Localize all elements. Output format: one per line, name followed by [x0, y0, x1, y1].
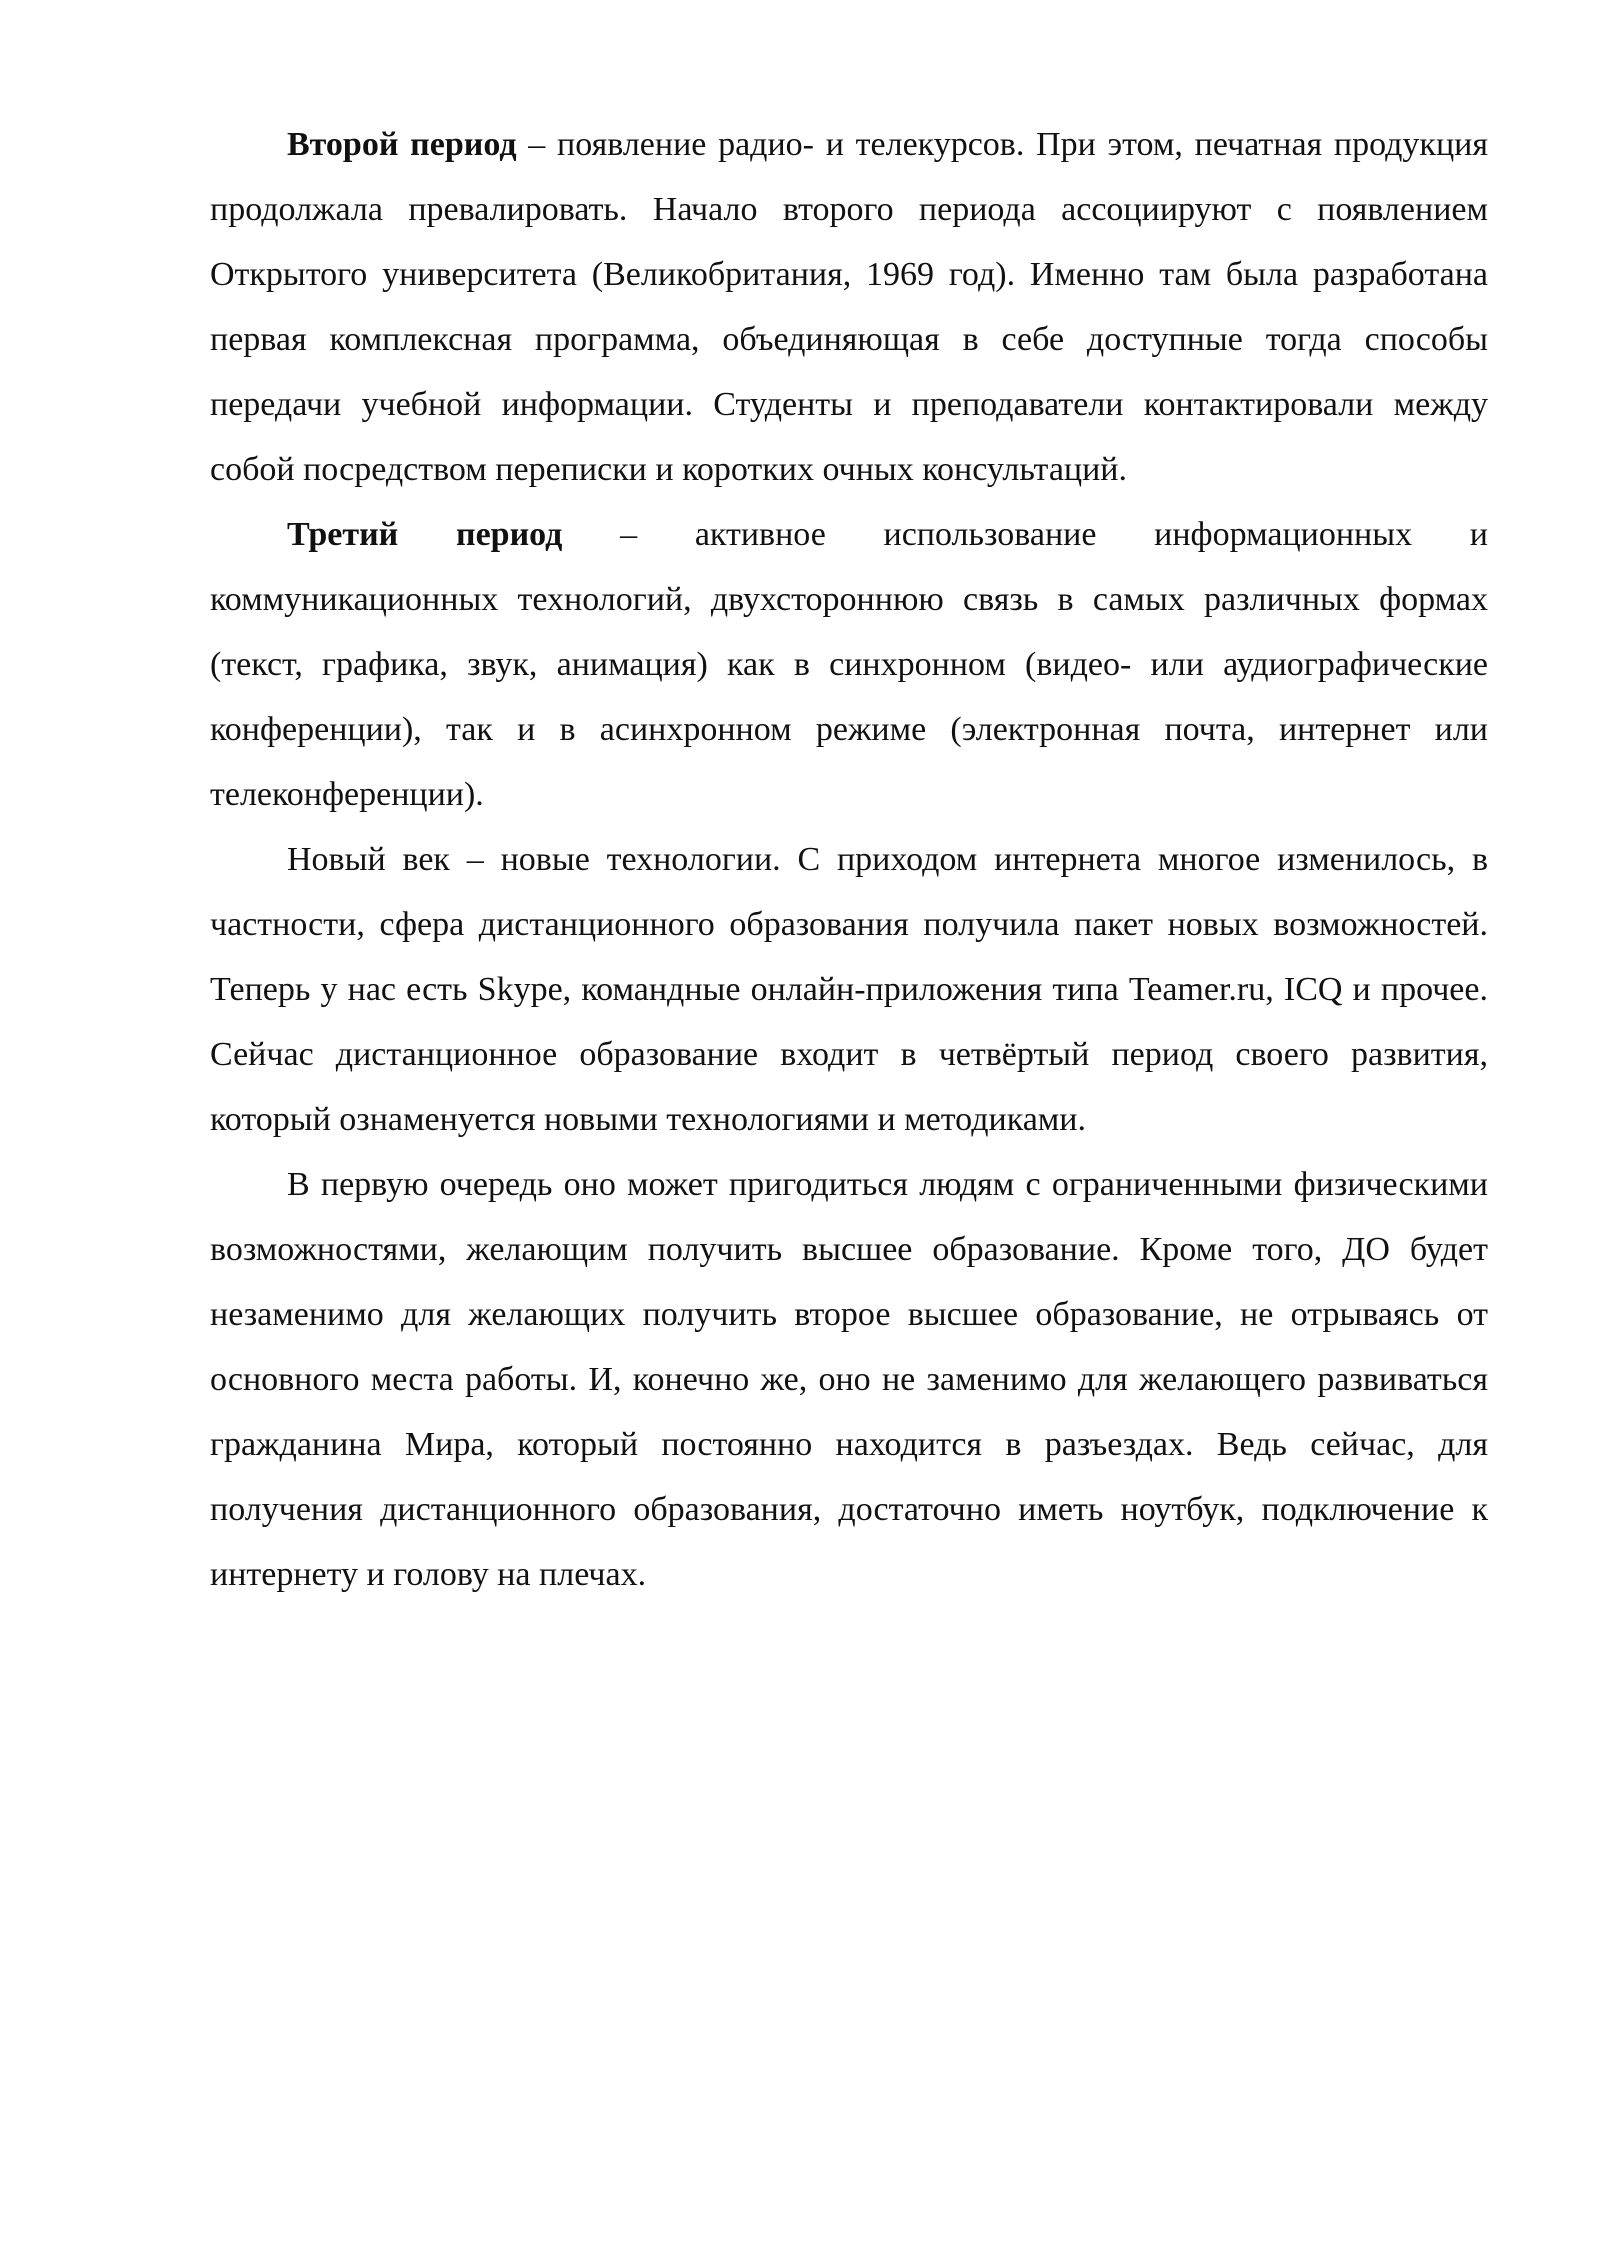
paragraph-text: – появление радио- и телекурсов. При этом, печатная продукция продолжала превалировать. Начало второго периода ассоциируют с появлением Открытого университета (Великобритания, 1969 год). Именно там была разработана первая комплексная программа, объединяющая в себе доступные тогда способы передачи учебной информации. Студенты и преподаватели контактировали между собой посредством переписки и коротких очных консультаций. [210, 126, 1488, 488]
paragraph-third-period [210, 502, 1488, 827]
paragraph-text: Новый век – новые технологии. С приходом интернета многое изменилось, в частности, сфера дистанционного образования получила пакет новых возможностей. Теперь у нас есть Skype, командные онлайн-приложения типа Teamer.ru, ICQ и прочее. Сейчас дистанционное образование входит в четвёртый период своего развития, который ознаменуется новыми технологиями и методиками. [210, 841, 1488, 1138]
paragraph-text: В первую очередь оно может пригодиться людям с ограниченными физическими возможностями, желающим получить высшее образование. Кроме того, ДО будет незаменимо для желающих получить второе высшее образование, не отрываясь от основного места работы. И, конечно же, оно не заменимо для желающего развиваться гражданина Мира, который постоянно находится в разъездах. Ведь сейчас, для получения дистанционного образования, достаточно иметь ноутбук, подключение к интернету и голову на плечах. [210, 1166, 1488, 1593]
paragraph-lead: Третий период [287, 516, 563, 553]
document-page [210, 112, 1488, 1607]
paragraph-new-century [210, 827, 1488, 1152]
paragraph-text: – активное использование информационных и коммуникационных технологий, двухстороннюю связь в самых различных формах (текст, графика, звук, анимация) как в синхронном (видео- или аудиографические конференции), так и в асинхронном режиме (электронная почта, интернет или телеконференции). [210, 516, 1488, 813]
paragraph-lead: Второй период [287, 126, 517, 163]
paragraph-first-of-all [210, 1152, 1488, 1607]
paragraph-second-period [210, 112, 1488, 502]
